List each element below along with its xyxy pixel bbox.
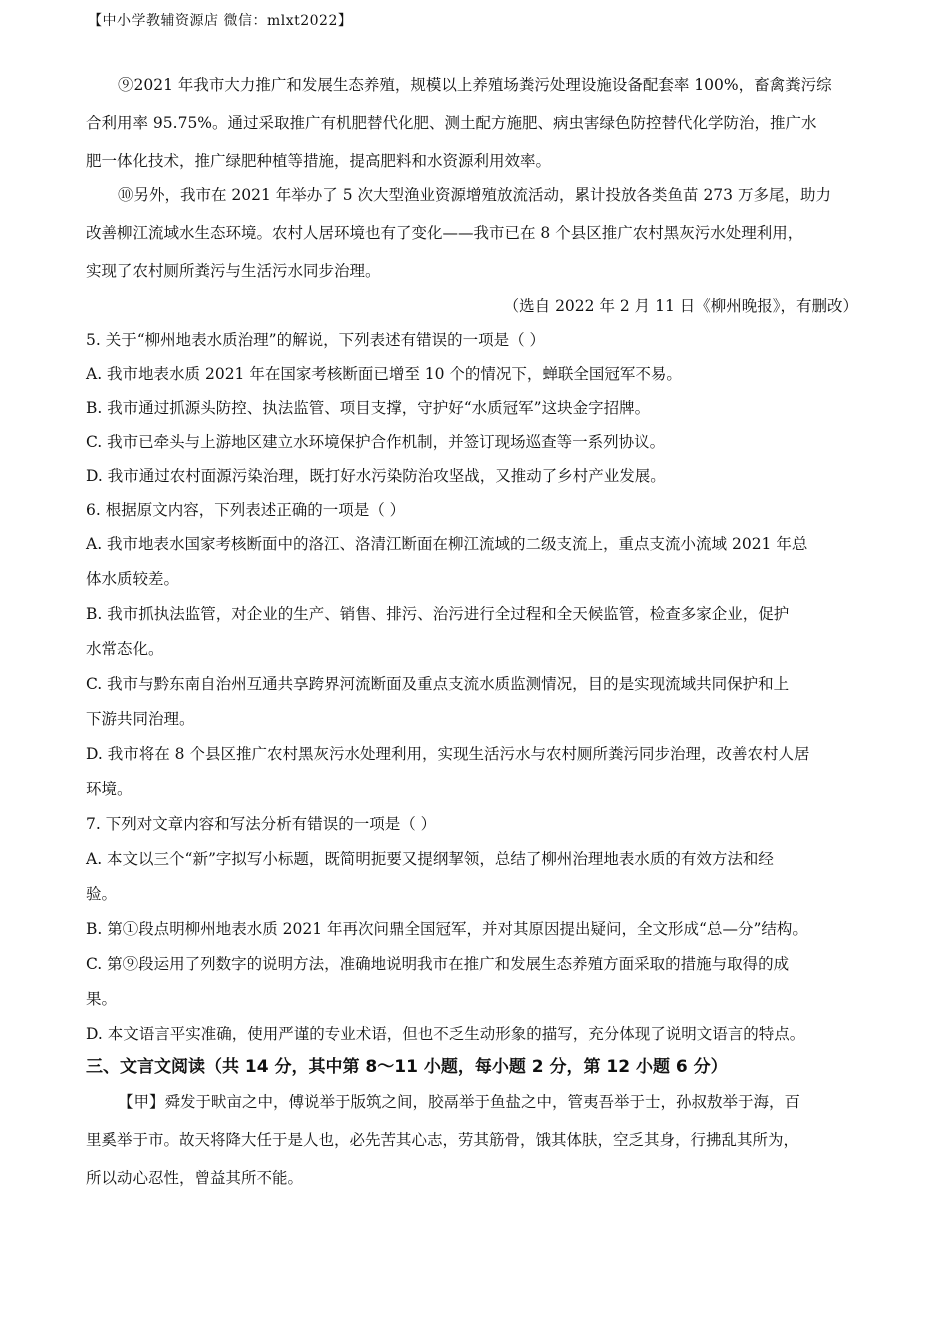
option-a: A. 我市地表水国家考核断面中的洛江、洛清江断面在柳江流域的二级支流上，重点支流小流域 2021 年总	[86, 535, 808, 553]
paragraph-line: 所以动心忍性，曾益其所不能。	[86, 1169, 304, 1187]
option-d: D. 我市将在 8 个县区推广农村黑灰污水处理利用，实现生活污水与农村厕所粪污同步治理，改善农村人居	[86, 745, 810, 763]
passage-jia	[86, 1093, 862, 1187]
paragraph-9	[86, 76, 862, 170]
paragraph-line: ⑨2021 年我市大力推广和发展生态养殖，规模以上养殖场粪污处理设施设备配套率 100%，畜禽粪污综	[118, 76, 832, 94]
paragraph-line: ⑩另外，我市在 2021 年举办了 5 次大型渔业资源增殖放流活动，累计投放各类鱼苗 273 万多尾，助力	[118, 186, 831, 204]
option-b: B. 我市抓执法监管，对企业的生产、销售、排污、治污进行全过程和全天候监管，检查多家企业，促护	[86, 605, 790, 623]
option-c-cont: 果。	[86, 990, 118, 1008]
option-b-cont: 水常态化。	[86, 640, 164, 658]
question-stem: 7. 下列对文章内容和写法分析有错误的一项是（ ）	[86, 815, 437, 833]
question-6	[86, 501, 862, 798]
question-stem: 5. 关于“柳州地表水质治理”的解说，下列表述有错误的一项是（ ）	[86, 331, 545, 349]
option-b: B. 我市通过抓源头防控、执法监管、项目支撑，守护好“水质冠军”这块金字招牌。	[86, 399, 651, 417]
option-c-cont: 下游共同治理。	[86, 710, 195, 728]
option-b: B. 第①段点明柳州地表水质 2021 年再次问鼎全国冠军，并对其原因提出疑问，全文形成“总—分”结构。	[86, 920, 808, 938]
option-d: D. 我市通过农村面源污染治理，既打好水污染防治攻坚战，又推动了乡村产业发展。	[86, 467, 666, 485]
option-a-cont: 验。	[86, 885, 118, 903]
option-c: C. 我市已牵头与上游地区建立水环境保护合作机制，并签订现场巡查等一系列协议。	[86, 433, 666, 451]
option-a: A. 我市地表水质 2021 年在国家考核断面已增至 10 个的情况下，蝉联全国冠军不易。	[86, 365, 682, 383]
paragraph-line: 实现了农村厕所粪污与生活污水同步治理。	[86, 262, 381, 280]
paragraph-line: 肥一体化技术，推广绿肥种植等措施，提高肥料和水资源利用效率。	[86, 152, 552, 170]
option-a: A. 本文以三个“新”字拟写小标题，既简明扼要又提纲挈领，总结了柳州治理地表水质的有效方法和经	[86, 850, 774, 868]
section-heading: 三、文言文阅读（共 14 分，其中第 8～11 小题，每小题 2 分，第 12 小题 6 分）	[86, 1057, 728, 1077]
option-c: C. 我市与黔东南自治州互通共享跨界河流断面及重点支流水质监测情况，目的是实现流域共同保护和上	[86, 675, 790, 693]
paragraph-line: 里奚举于市。故天将降大任于是人也，必先苦其心志，劳其筋骨，饿其体肤，空乏其身，行拂乱其所为，	[86, 1131, 800, 1149]
option-d-cont: 环境。	[86, 780, 133, 798]
paragraph-10	[86, 186, 862, 280]
source-citation: （选自 2022 年 2 月 11 日《柳州晚报》，有删改）	[503, 297, 858, 315]
question-7	[86, 815, 862, 1043]
paragraph-line: 改善柳江流域水生态环境。农村人居环境也有了变化——我市已在 8 个县区推广农村黑灰污水处理利用，	[86, 224, 804, 242]
question-5	[86, 331, 862, 485]
option-d: D. 本文语言平实准确，使用严谨的专业术语，但也不乏生动形象的描写，充分体现了说明文语言的特点。	[86, 1025, 806, 1043]
paragraph-line: 【甲】舜发于畎亩之中，傅说举于版筑之间，胶鬲举于鱼盐之中，管夷吾举于士，孙叔敖举于海，百	[118, 1093, 801, 1111]
page-header: 【中小学教辅资源店 微信：mlxt2022】	[88, 13, 353, 29]
paragraph-line: 合利用率 95.75%。通过采取推广有机肥替代化肥、测土配方施肥、病虫害绿色防控替代化学防治，推广水	[86, 114, 817, 132]
option-c: C. 第⑨段运用了列数字的说明方法，准确地说明我市在推广和发展生态养殖方面采取的措施与取得的成	[86, 955, 790, 973]
option-a-cont: 体水质较差。	[86, 570, 180, 588]
document-body	[86, 72, 862, 1187]
question-stem: 6. 根据原文内容，下列表述正确的一项是（ ）	[86, 501, 406, 519]
